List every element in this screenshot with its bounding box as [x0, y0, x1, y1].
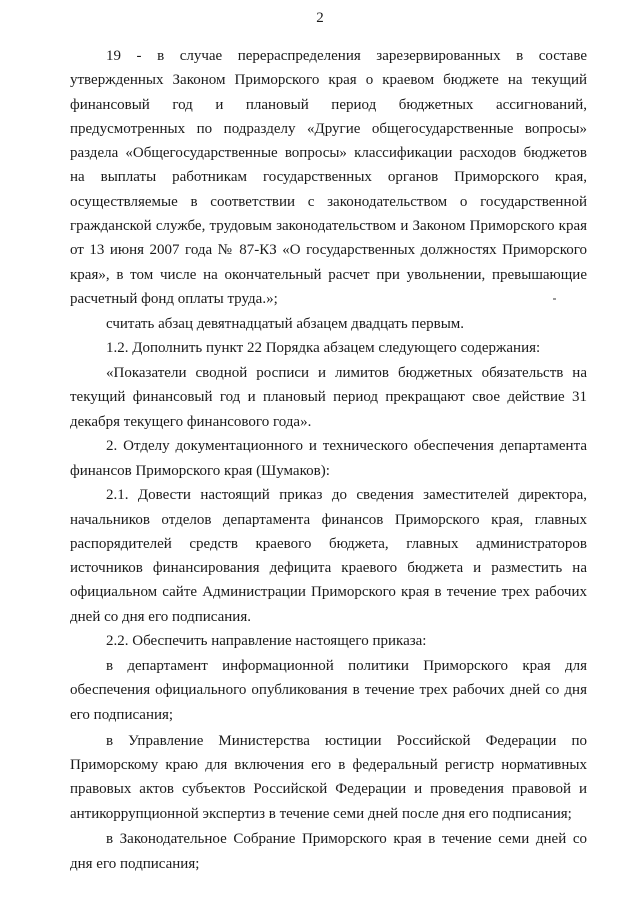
paragraph-item-19: 19 - в случае перераспределения зарезервированных в составе утвержденных Законом Приморского края о краевом бюджете на текущий финансовый год и плановый период бюджетных ассигнований, предусмотренных по подразделу «Другие общегосударственные вопросы» раздела «Общегосударственные вопросы» классификации расходов бюджетов на выплаты работникам государственных органов Приморского края, осуществляемые в соответствии с законодательством о государственной гражданской службе, трудовым законодательством и Законом Приморского края от 13 июня 2007 года № 87-КЗ «О государственных должностях Приморского края», в том числе на окончательный расчет при увольнении, превышающие расчетный фонд оплаты труда.»;	[70, 48, 587, 307]
paragraph-2-1: 2.1. Довести настоящий приказ до сведения заместителей директора, начальников отделов департамента финансов Приморского края, главных распорядителей средств краевого бюджета, главных администраторов источников финансирования дефицита краевого бюджета и разместить на официальном сайте Администрации Приморского края в течение трех рабочих дней со дня его подписания.	[70, 487, 587, 625]
page-number: 2	[316, 10, 324, 26]
paragraph-renumber-note: считать абзац девятнадцатый абзацем двадцать первым.	[106, 315, 465, 332]
paragraph-2: 2. Отделу документационного и технического обеспечения департамента финансов Приморского края (Шумаков):	[70, 438, 587, 479]
paragraph-legislative-assembly: в Законодательное Собрание Приморского края в течение семи дней со дня его подписания;	[70, 831, 587, 872]
scan-speck	[553, 298, 556, 300]
paragraph-ministry-justice: в Управление Министерства юстиции Российской Федерации по Приморскому краю для включения его в федеральный регистр нормативных правовых актов субъектов Российской Федерации и проведения правовой и антикоррупционной экспертиз в течение семи дней после дня его подписания;	[70, 732, 587, 822]
paragraph-2-2: 2.2. Обеспечить направление настоящего приказа:	[106, 633, 427, 650]
document-body	[70, 44, 587, 876]
paragraph-quote-limits: «Показатели сводной росписи и лимитов бюджетных обязательств на текущий финансовый год и плановый период прекращают свое действие 31 декабря текущего финансового года».	[70, 365, 587, 430]
paragraph-1-2: 1.2. Дополнить пункт 22 Порядка абзацем следующего содержания:	[106, 340, 541, 357]
paragraph-dept-info-policy: в департамент информационной политики Приморского края для обеспечения официального опубликования в течение трех рабочих дней со дня его подписания;	[70, 658, 587, 723]
